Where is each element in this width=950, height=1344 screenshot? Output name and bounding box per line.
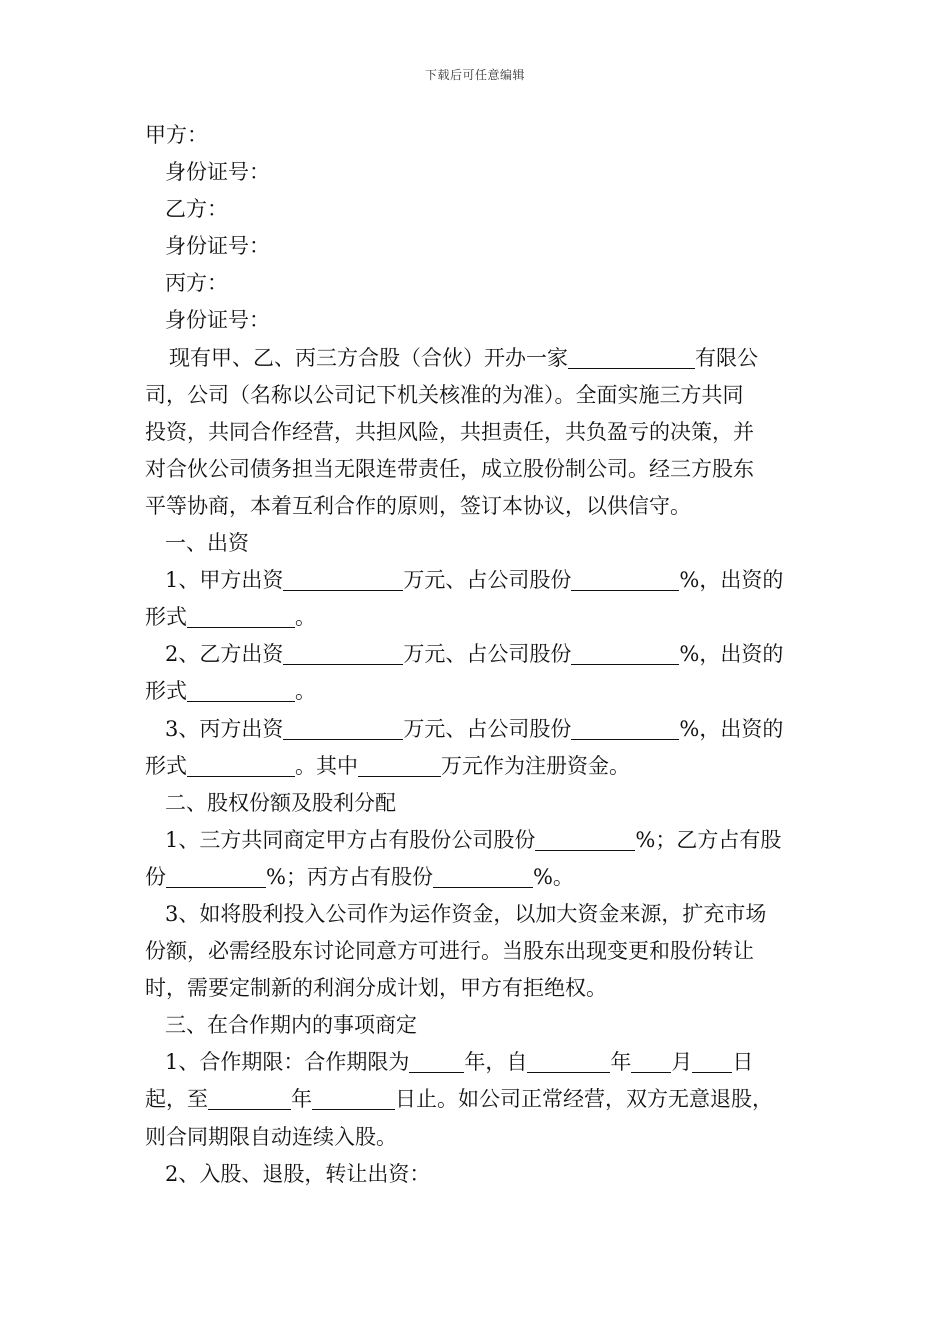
investment-2-end: 。 (295, 679, 316, 704)
intro-line-2: 司，公司（名称以公司记下机关核准的为准）。全面实施三方共同 (145, 382, 744, 407)
investment-2-share-label: 万元、占公司股份 (403, 642, 572, 667)
investment-item-1 (145, 562, 809, 599)
intro-text-2: 有限公 (695, 345, 758, 370)
page-header-note: 下载后可任意编辑 (424, 68, 525, 82)
investment-item-2-cont (145, 673, 809, 710)
party-c-id: 身份证号： (165, 308, 270, 333)
intro-line-4: 对合伙公司债务担当无限连带责任，成立股份制公司。经三方股东 (145, 456, 754, 481)
agreement-document (145, 117, 809, 1193)
investment-1-share-blank (571, 566, 679, 591)
start-year-blank (527, 1048, 610, 1073)
investment-1-label: 1、甲方出资 (165, 568, 284, 593)
shares-item-1-cont (145, 859, 809, 896)
shares-b-label-cont: 份 (145, 864, 166, 889)
term-from-label: 年，自 (464, 1050, 528, 1075)
transfer-item-2: 2、入股、退股，转让出资： (165, 1161, 431, 1186)
term-years-blank (409, 1048, 464, 1073)
shares-item-1 (145, 822, 809, 859)
investment-1-amount-blank (283, 566, 403, 591)
start-year-label: 年 (610, 1050, 632, 1075)
section-2-heading: 二、股权份额及股利分配 (165, 790, 396, 815)
investment-item-3-cont (145, 748, 809, 785)
investment-2-form-label: %，出资的 (679, 642, 784, 667)
investment-3-form-blank (187, 752, 295, 777)
intro-line-3: 投资，共同合作经营，共担风险，共担责任，共负盈亏的决策，并 (145, 419, 754, 444)
investment-1-share-label: 万元、占公司股份 (403, 568, 572, 593)
investment-3-amount-blank (283, 715, 403, 740)
start-day-blank (692, 1048, 732, 1073)
shares-b-label: %；乙方占有股 (635, 827, 782, 852)
end-year-blank (208, 1085, 291, 1110)
shares-c-blank (433, 863, 533, 888)
dividend-item-3-line-1: 3、如将股利投入公司作为运作资金，以加大资金来源，扩充市场 (165, 901, 767, 926)
investment-2-form: 形式 (145, 679, 187, 704)
investment-3-form-label: %，出资的 (679, 716, 784, 741)
investment-3-among: 。其中 (295, 753, 358, 778)
term-label: 1、合作期限：合作期限为 (165, 1050, 410, 1075)
investment-1-form: 形式 (145, 605, 187, 630)
shares-c-label: %；丙方占有股份 (266, 864, 433, 889)
shares-end: %。 (532, 864, 574, 889)
investment-2-form-blank (187, 677, 295, 702)
party-b-id: 身份证号： (165, 234, 270, 259)
party-c-label: 丙方： (165, 271, 228, 296)
section-1-heading: 一、出资 (165, 531, 249, 556)
investment-3-share-blank (571, 715, 679, 740)
term-to-label: 起，至 (145, 1087, 208, 1112)
investment-2-amount-blank (283, 640, 403, 665)
investment-3-form: 形式 (145, 753, 187, 778)
investment-1-form-blank (187, 603, 295, 628)
shares-b-blank (166, 863, 266, 888)
intro-line-5: 平等协商，本着互利合作的原则，签订本协议，以供信守。 (145, 493, 691, 518)
investment-item-1-cont (145, 599, 809, 636)
party-a-label: 甲方： (145, 123, 208, 147)
section-3-heading: 三、在合作期内的事项商定 (165, 1013, 417, 1038)
investment-2-share-blank (571, 640, 679, 665)
party-b-label: 乙方： (165, 197, 228, 222)
end-day-blank (312, 1085, 395, 1110)
term-end-text: 日止。如公司正常经营，双方无意退股， (395, 1087, 773, 1112)
party-a-id: 身份证号： (165, 160, 270, 185)
term-item-1-cont (145, 1081, 809, 1118)
investment-3-label: 3、丙方出资 (165, 716, 284, 741)
shares-a-blank (535, 826, 635, 851)
shares-a-label: 1、三方共同商定甲方占有股份公司股份 (165, 827, 536, 852)
investment-item-2 (145, 636, 809, 673)
investment-3-share-label: 万元、占公司股份 (403, 716, 572, 741)
company-name-blank (568, 344, 695, 369)
intro-line-1 (145, 340, 809, 377)
investment-item-3 (145, 711, 809, 748)
investment-1-form-label: %，出资的 (679, 568, 784, 593)
investment-2-label: 2、乙方出资 (165, 642, 284, 667)
term-item-1 (145, 1044, 809, 1081)
start-month-label: 月 (671, 1050, 693, 1075)
registered-capital-blank (358, 752, 441, 777)
end-year-label: 年 (291, 1087, 312, 1112)
intro-text-1: 现有甲、乙、丙三方合股（合伙）开办一家 (169, 345, 568, 370)
registered-capital-label: 万元作为注册资金。 (441, 753, 630, 778)
dividend-item-3-line-2: 份额，必需经股东讨论同意方可进行。当股东出现变更和股份转让 (145, 939, 754, 964)
term-item-1-end: 则合同期限自动连续入股。 (145, 1124, 397, 1149)
dividend-item-3-line-3: 时，需要定制新的利润分成计划，甲方有拒绝权。 (145, 976, 607, 1001)
start-month-blank (631, 1048, 671, 1073)
investment-1-end: 。 (295, 605, 316, 630)
start-day-label: 日 (732, 1050, 754, 1075)
